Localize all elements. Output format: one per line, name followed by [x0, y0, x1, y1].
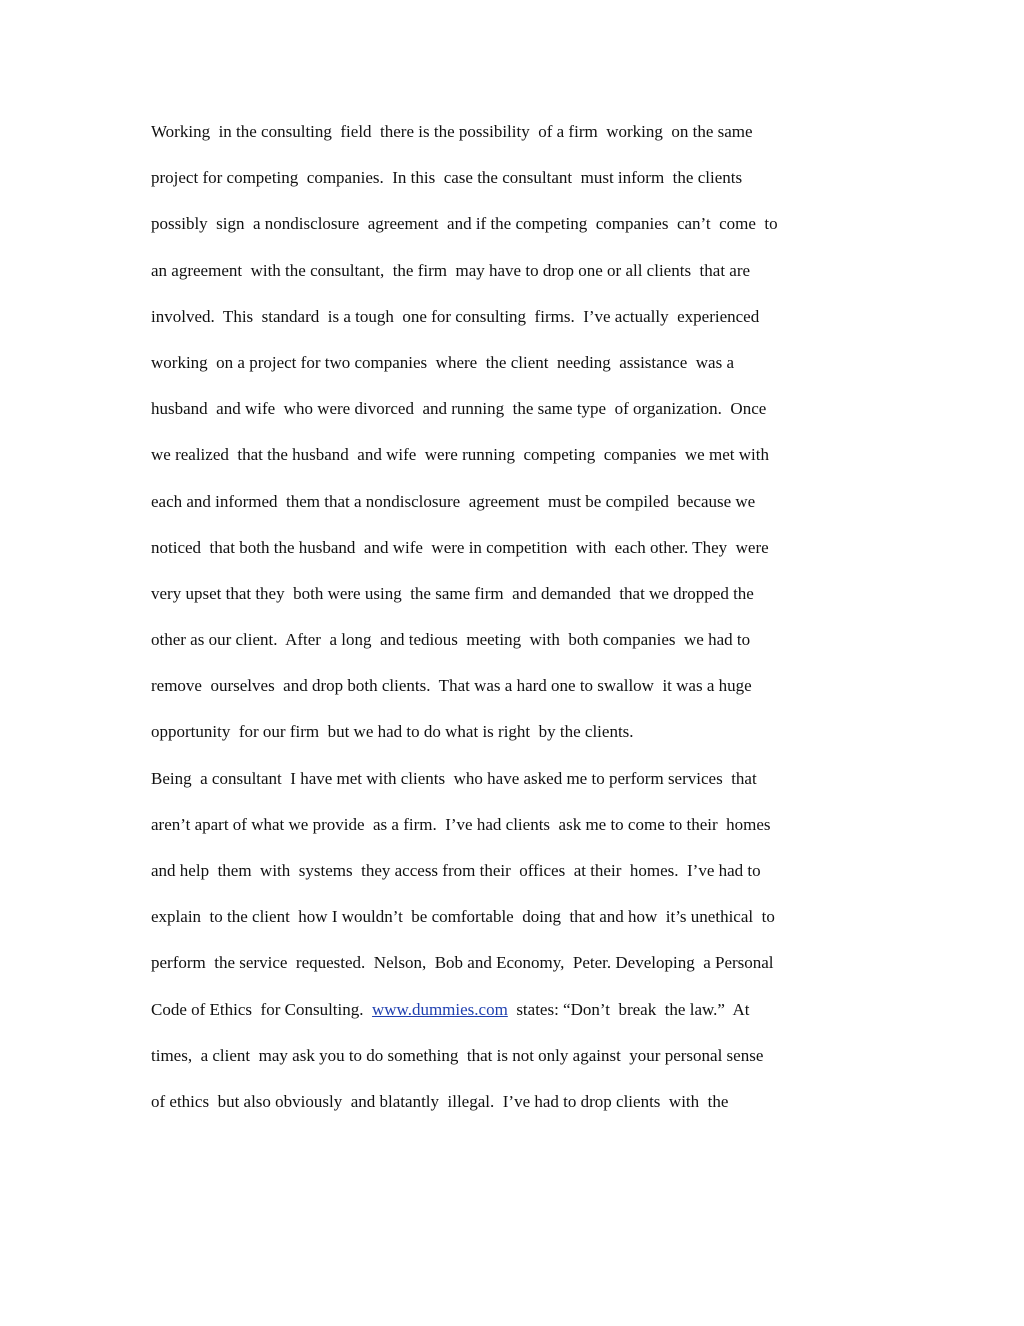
text-line: Being a consultant I have met with clients who have asked me to perform services that — [151, 768, 757, 788]
text-line: Working in the consulting field there is the possibility of a firm working on the same — [151, 122, 753, 141]
text-line: working on a project for two companies where the client needing assistance was a — [151, 352, 735, 372]
text-line: opportunity for our firm but we had to do what is right by the clients. — [151, 722, 634, 742]
text-line: involved. This standard is a tough one for consulting firms. I’ve actually experienced — [151, 306, 760, 326]
dummies-link[interactable]: www.dummies.com — [371, 999, 508, 1019]
text-line: possibly sign a nondisclosure agreement and if the competing companies can’t come to — [151, 214, 778, 234]
citation-text-before: Code of Ethics for Consulting. — [151, 999, 372, 1019]
text-line: perform the service requested. Nelson, Bob and Economy, Peter. Developing a Personal — [151, 953, 774, 973]
text-line: aren’t apart of what we provide as a firm. I’ve had clients ask me to come to their homes — [151, 814, 771, 834]
text-line: explain to the client how I wouldn’t be comfortable doing that and how it’s unethical to — [151, 907, 775, 927]
text-line: noticed that both the husband and wife were in competition with each other. They were — [151, 537, 769, 557]
text-line: times, a client may ask you to do something that is not only against your personal sense — [151, 1045, 764, 1065]
text-line: very upset that they both were using the same firm and demanded that we dropped the — [151, 583, 754, 603]
text-line: each and informed them that a nondisclosure agreement must be compiled because we — [151, 491, 756, 511]
text-line: other as our client. After a long and tedious meeting with both companies we had to — [151, 630, 751, 650]
text-line: we realized that the husband and wife were running competing companies we met with — [151, 445, 769, 465]
citation-line — [151, 994, 881, 1040]
text-line: project for competing companies. In this case the consultant must inform the clients — [151, 168, 743, 188]
document-body — [151, 116, 881, 1132]
text-line: remove ourselves and drop both clients. That was a hard one to swallow it was a huge — [151, 676, 752, 696]
text-line: and help them with systems they access from their offices at their homes. I’ve had to — [151, 861, 761, 880]
text-line: husband and wife who were divorced and running the same type of organization. Once — [151, 399, 767, 419]
text-line: an agreement with the consultant, the firm may have to drop one or all clients that are — [151, 260, 751, 280]
text-line: of ethics but also obviously and blatantly illegal. I’ve had to drop clients with the — [151, 1091, 729, 1111]
citation-text-after: states: “Don’t break the law.” At — [507, 999, 750, 1019]
